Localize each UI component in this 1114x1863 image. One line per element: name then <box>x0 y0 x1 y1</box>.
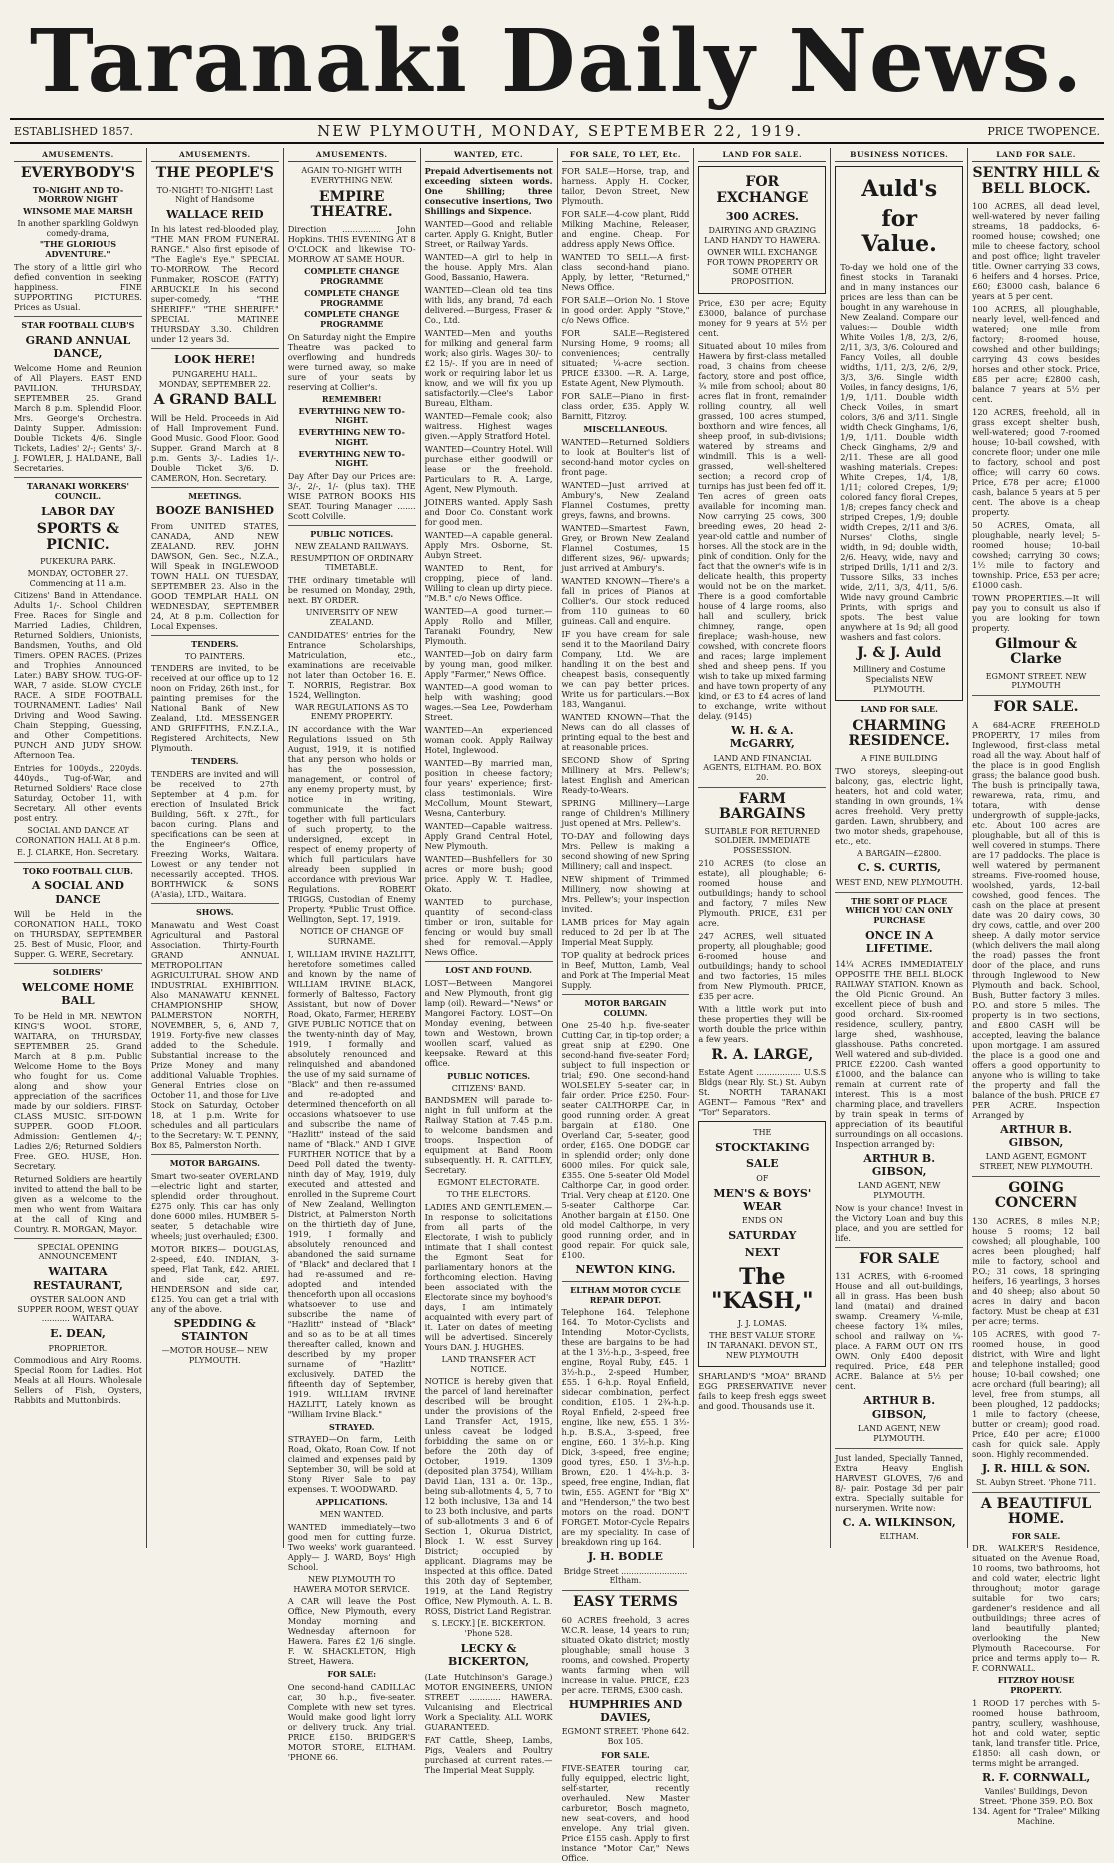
ad-text: EVERYTHING NEW TO-NIGHT. <box>298 427 405 447</box>
column-header: WANTED, ETC. <box>425 148 553 162</box>
column-header: LAND FOR SALE. <box>698 148 826 162</box>
ad-text: To-day we hold one of the finest stocks in Taranaki and in many instances our prices are less than can be bought in any warehouse in New Zealand. Compare our values:— Double width White Voiles 1/8, 2/3, 2/6, 2/11, 3/3, 3/6. Coloured and Fancy Voiles, all double widths, 1/11, 2/3, 2/6, 2/9, 3/3, 3/6. Single width Voiles, in fancy designs, 1/6, 1/9, 1/11. Double width Check Voiles, in smart colors, 3/6 and 3/11. Single width Check Ginghams, 1/6, 1/9, 1/11. Double width Check Ginghams, 2/9 and 2/11. These are all good washing materials. Crepes: White Crepes, 1/4, 1/8, 1/11; colored Crepes, 1/9; colored fancy floral Crepes, 1/8; crepes fancy check and striped Crepes, 1/9; double width Crepes, 2/11 and 3/6. Nurses' Cloths, single width, in 9d; double width, 2/6. Heavy, wide, navy and striped Drills, 1/11 and 2/3. Tussore Silks, 33 inches wide, 2/11, 3/3, 4/11, 5/6. Wide navy ground Cambric Prints, with sprigs and spots. The best value anywhere at 1s 9d; all good washers and fast colors. <box>840 261 959 642</box>
ad-heading: WALLACE REID <box>166 208 264 222</box>
ad-text: A BARGAIN—£2800. <box>857 848 942 858</box>
column-2 <box>147 148 284 1548</box>
column-3 <box>284 148 421 1763</box>
ad-heading: NOTICE OF CHANGE OF SURNAME. <box>299 927 404 946</box>
column-header: AMUSEMENTS. <box>14 148 142 162</box>
ad-heading: for Value. <box>861 206 937 257</box>
ad-heading: FARM BARGAINS <box>719 790 806 823</box>
classified-ad: WANTED to purchase, quantity of second-class timber or iron, suitable for fencing or would buy small shed for removal.—Apply News Office. <box>424 897 553 958</box>
ad-text: OYSTER SALOON AND SUPPER ROOM, WEST QUAY ........... WAITARA. <box>17 1294 139 1324</box>
ad-text: FOR SALE. <box>1011 1530 1061 1541</box>
column-1 <box>10 148 147 1548</box>
ad-text: A 684-ACRE FREEHOLD PROPERTY, 17 miles from Inglewood, first-class metal road all the way. About half of the place is in good English grass; the balance good bush. The bush is principally tawa, rewarewa, rata, rimu, and totara, with dense undergrowth of supple-jacks, etc. About 100 acres are ploughable, but all of this is well covered in stumps. There are 17 paddocks. The place is well watered by permanent streams. Five-roomed house, woolshed, yards, 12-bail cowshed, good fences. The cash on the place at present date was 20 dairy cows, 30 dry cows, cattle, and over 200 sheep. A daily motor service (which delivers the mail along the road) passes the front door of the place, and runs through Inglewood to New Plymouth and back. School, Bush, Butter factory 3 miles. P.O. and store 5 miles. The property is in two sections, and £800 CASH will be accepted, leaving the balance upon mortgage. I am assured the place is a good one and offers a good opportunity to anyone who is willing to take the property and fall the balance of the bush. PRICE £7 PER ACRE. Inspection Arranged by <box>972 719 1100 1120</box>
ad-heading: J. & J. Auld <box>857 644 942 661</box>
classified-ad: LAMB prices for May again reduced to 2d per lb at The Imperial Meat Supply. <box>561 916 690 947</box>
ad-text: FIVE-SEATER touring car, fully equipped, electric light, self-starter, recently overhauled. New Master carburetor, Bosch magneto, new seat-covers, and hood envelope. Any trial given. Price £155 cash. Apply to first instance "Motor Car," News Office. <box>561 1762 690 1863</box>
ad-text: 50 ACRES, Omata, all ploughable, nearly level; 5-roomed house; 10-bail cowshed; carrying 30 cows; 1½ mile to factory and township. Price, £53 per acre; £1000 cash. <box>972 519 1100 590</box>
ad-heading: J. H. BODLE <box>588 1550 663 1564</box>
classified-ad: WANTED—A girl to help in the house. Apply Mrs. Alan Good, Bassanio, Hawera. <box>424 252 553 283</box>
price-label: PRICE TWOPENCE. <box>987 124 1100 138</box>
dateline <box>10 118 1104 144</box>
ad-text: BANDSMEN will parade to-night in full uniform at the Railway Station at 7.45 p.m. to welcome bandsmen and troops. Inspection of equipment at Band Room subsequently. H. R. CATTLEY, Secretary. <box>424 1095 553 1176</box>
ad-text: "THE GLORIOUS ADVENTURE." <box>39 239 116 260</box>
classified-ad: WANTED KNOWN—That the News can do all classes of printing equal to the best and at reasonable prices. <box>561 711 690 752</box>
column-7 <box>831 148 968 1548</box>
ad-text: TO-NIGHT AND TO-MORROW NIGHT <box>32 184 124 205</box>
ad-text: —MOTOR HOUSE— NEW PLYMOUTH. <box>161 1346 269 1366</box>
column-header: BUSINESS NOTICES. <box>835 148 963 162</box>
section-heading: PUBLIC NOTICES. <box>447 1070 531 1081</box>
ad-heading: J. R. HILL & SON. <box>982 1461 1091 1475</box>
column-4 <box>421 148 558 1775</box>
ad-text: IN accordance with the War Regulations issued on 5th August, 1919, it is notified that any person who holds or has the possession, management, or control of any enemy property must, by notice in writing, communicate the fact together with full particulars of such property, to the undersigned, except in respect of enemy property of which full particulars have already been supplied in accordance with previous War Regulations. ROBERT TRIGGS, Custodian of Enemy Property. *Public Trust Office. Wellington, Sept. 17, 1919. <box>287 724 416 925</box>
ad-text: In his latest red-blooded play, "THE MAN FROM FUNERAL RANGE." Also first episode of "The Eagle's Eye." SPECIAL TO-MORROW. The Record Funmaker, ROSCOE (FATTY) ARBUCKLE In his second super-comedy, "THE SHERIFF." "THE SHERIFF." SPECIAL MATINEE THURSDAY 3.30. Children under 12 years 3d. <box>150 224 279 345</box>
column-header: FOR SALE, TO LET, Etc. <box>562 148 690 162</box>
ad-heading: MEN'S & BOYS' WEAR <box>713 1186 812 1214</box>
ad-text: THE BEST VALUE STORE IN TARANAKI. DEVON ST., NEW PLYMOUTH <box>706 1331 818 1360</box>
ad-heading: CITIZENS' BAND. <box>451 1083 526 1093</box>
ad-text: 247 ACRES, well situated property, all ploughable; good 6-roomed house and outbuildings; handy to school and two factories, 15 miles from New Plymouth. PRICE, £35 per acre. <box>698 930 827 1001</box>
classified-ad: WANTED—Just arrived at Ambury's, New Zealand Flannel Costumes, pretty greys, fawns, and browns. <box>561 479 690 520</box>
ad-heading: TO PAINTERS. <box>184 651 245 661</box>
ad-heading: A GRAND BALL <box>153 392 276 409</box>
ad-heading: EASY TERMS <box>573 1594 678 1611</box>
classified-ad: WANTED—A capable general. Apply Mrs. Osborne, St. Aubyn Street. <box>424 530 553 561</box>
ad-text: REMEMBER! <box>321 393 382 404</box>
classified-ad: FOR SALE—Piano in first-class order, £35. Apply W. Barnitt, Fitzroy. <box>561 391 690 422</box>
ad-heading: R. F. CORNWALL, <box>981 1770 1091 1784</box>
columns <box>10 148 1104 1863</box>
ad-text: 14¼ ACRES IMMEDIATELY OPPOSITE THE BELL BLOCK RAILWAY STATION. Known as the Old Picnic Ground. An excellent piece of bush and good orchard. Six-roomed residence, scullery, pantry, large shed, washhouse, glasshouse. Paths concreted. Well watered and sub-divided. PRICE £2200. Cash wanted £1000, and the balance can remain at current rate of interest. This is a most charming place, and travellers by train speak in terms of appreciation of its beautiful surroundings on all occasions. Inspection arranged by: <box>835 958 964 1149</box>
ad-heading: STAR FOOTBALL CLUB'S <box>21 319 135 330</box>
ad-text: COMPLETE CHANGE PROGRAMME <box>304 309 400 330</box>
ad-text: To be Held in MR. NEWTON KING'S WOOL STORE, WAITARA, on THURSDAY, SEPTEMBER 25. Grand March at 8 p.m. Public Welcome Home to the Boys who fought for us. Come along and show your appreciation of the sacrifices made by our soldiers. FIRST-CLASS MUSIC. SIT-DOWN SUPPER. GOOD FLOOR. Admission: Gentlemen 4/-; Ladies 2/6; Returned Soldiers Free. GEO. HUSE, Hon. Secretary. <box>14 1010 142 1171</box>
section-heading: STRAYED. <box>328 1421 375 1432</box>
ad-text: Returned Soldiers are heartily invited to attend the ball to be given as a welcome to the men who went from Waitara at the call of King and Country. R. MORGAN, Mayor. <box>14 1173 142 1234</box>
ad-text: FAT Cattle, Sheep, Lambs, Pigs, Vealers and Poultry purchased at current rates.—The Imperial Meat Supply. <box>424 1734 553 1775</box>
classified-ad: FOR SALE—4-cow plant, Ridd Milking Machine, Releaser, and engine. Cheap. For address apply News Office. <box>561 209 690 250</box>
ad-text: EVERYTHING NEW TO-NIGHT. <box>298 405 405 426</box>
classified-ad: WANTED—Returned Soldiers to look at Boulter's list of second-hand motor cycles on front page. <box>561 436 690 477</box>
ad-text: LOST—Between Mangorei and New Plymouth, front gig lamp (oil). Reward—"News" or Mangorei Factory. LOST—On Monday evening, between town and Westown, brown woollen scarf, valued as keepsake. Reward at this office. <box>424 977 553 1068</box>
ad-heading: GRAND ANNUAL DANCE, <box>25 333 131 360</box>
ad-text: SUITABLE FOR RETURNED SOLDIER. IMMEDIATE POSSESSION. <box>704 826 821 856</box>
stocktaking-box <box>698 1121 826 1367</box>
classified-ad: WANTED—By married man, position in cheese factory; four years' experience; first-class testimonials. Wire McCollum, Mount Stewart, Wesna, Canterbury. <box>424 758 553 819</box>
ad-text: 120 ACRES, freehold, all in grass except shelter bush, well-watered; good 7-roomed house; 10-bail cowshed, with concrete floor; under one mile to factory, school and post office; will carry 60 cows. Price, £78 per acre; £1000 cash, balance 5 years at 5 per cent. The above is a cheap property. <box>972 406 1100 517</box>
ad-text: STRAYED—On farm, Leith Road, Okato, Roan Cow. If not claimed and expenses paid by September 30, will be sold at Stony River Sale to pay expenses. T. WOODWARD. <box>287 1434 416 1495</box>
ad-heading: Gilmour & Clarke <box>995 635 1077 668</box>
classified-ad: SPRING Millinery—Large range of Children's Millinery just opened at Mrs. Pellew's. <box>561 797 690 828</box>
ad-text: One 25-40 h.p. five-seater Cutting Car, in tip-top order; a great snip at £290. One second-hand five-seater Ford; subject to full inspection or trial; £90. One second-hand WOLSELEY 5-seater car, in fair order. Price £250. Four-seater CALTHORPE Car, in good running order. A great bargain at £180. One Overland Car, 5-seater, good order, £165. One DODGE car in splendid order; only done 6000 miles. For quick sale, £355. One 5-seater Old Model Calthorpe Car, in good order. Trial. Very cheap at £120. One 5-seater Calthorpe Car. Another bargain at £150. One old model Calthorpe, in very good running order, and in good repair. For quick sale, £100. <box>561 1020 690 1261</box>
column-5 <box>558 148 695 1863</box>
ad-heading: ARTHUR B. GIBSON, <box>1000 1122 1072 1149</box>
ad-heading: The "KASH," <box>711 1264 814 1315</box>
ad-text: ENDS ON <box>741 1216 783 1226</box>
ad-text: PUKEKURA PARK. <box>40 557 116 567</box>
classified-list <box>425 219 553 957</box>
ad-text: Day After Day our Prices are: 3/-, 2/-, 1/- (plus tax). THE WISE PATRON BOOKS HIS SEAT. Touring Manager ....... Scott Colville. <box>287 471 416 522</box>
ad-text: Manawatu and West Coast Agricultural and Pastoral Association. Thirty-Fourth GRAND ANNUAL METROPOLITAN AGRICULTURAL SHOW AND INDUSTRIAL EXHIBITION. Also MANAWATU KENNEL CHAMPIONSHIP SHOW, PALMERSTON NORTH, NOVEMBER, 5, 6, AND 7, 1919. Forty-five new classes added to the Schedule. Substantial increase to the Prize Money and many additional Valuable Trophies. General Entries close on October 11, and those for Live Stock on Saturday, October 18, at 1 p.m. Write for schedules and all particulars to the Secretary: W. T. PENNY, Box 85, Palmerston North. <box>150 919 279 1150</box>
ad-text: TENDERS are invited and will be received to 27th September at 4 p.m. for erection of Insulated Brick Building, 56ft. x 27ft., for bacon curing. Plans and specifications can be seen at the Engineer's Office, Freezing Works, Waitara. Lowest or any tender not necessarily accepted. THOS. BORTHWICK & SONS (A'asia), LTD., Waitara. <box>150 769 279 900</box>
section-heading: LAND FOR SALE. <box>860 704 938 715</box>
classified-ad: FOR SALE—Registered Nursing Home, 9 rooms; all conveniences; centrally situated; ¼-acre section. PRICE £3300. —R. A. Large, Estate Agent, New Plymouth. <box>561 328 690 389</box>
ad-heading: SALE <box>746 1157 779 1171</box>
ad-heading: THE PEOPLE'S <box>155 165 274 182</box>
ad-text: TOWN PROPERTIES.—It will pay you to consult us also if you are looking for town property. <box>972 592 1100 633</box>
ad-heading: WAR REGULATIONS AS TO ENEMY PROPERTY. <box>294 702 409 722</box>
ad-heading: EMPIRE THEATRE. <box>310 188 393 221</box>
column-header: AMUSEMENTS. <box>151 148 279 162</box>
ad-text: 105 ACRES, with good 7-roomed house, in good district, with Wire and light and telephone installed; good house; 10-bail cowshed; one acre orchard (full bearing); all level, free from stumps, all been ploughed, 12 paddocks; 1 mile to factory (cheese, butter or cream); good road. Price, £40 per acre; £1000 cash for quick sale. Apply soon. Highly recommended. <box>972 1328 1100 1459</box>
ad-heading: HUMPHRIES AND DAVIES, <box>568 1697 683 1724</box>
ad-text: MOTOR BIKES— DOUGLAS, 2-speed, £40. INDIAN, 3-speed, Flat Tank, £42. ARIEL and side car, £97. HENDERSON and side car, £125. You can get a trial with any of the above. <box>150 1243 279 1314</box>
ad-text: Situated about 10 miles from Hawera by first-class metalled road, 3 chains from cheese factory, store and post office, ¾ mile from school; about 80 acres flat in front, remainder rolling country, all well grassed, 100 acres stumped, boxthorn and wire fences, all sheep proof, in sub-divisions; watered by streams and windmill. This is a well-grassed, well-sheltered section; a record crop of turnips has just been fed off it. Ten acres of green oats available for incoming man. Now carrying 25 cows, 300 breeding ewes, 20 head 2-year-old cattle and number of horses. All the stock are in the pink of condition. Only for the fact that the owner's wife is in delicate health, this property would not be on the market. There is a good comfortable house of 4 large rooms, also hall and scullery, brick chimney, range, open fireplace; wash-house, new cowshed, with concrete floors and races; large implement shed and sheep pens. If you wish to take up mixed farming and have town property of any kind, or £3 to £4 acres of land to exchange, write without delay. (9145) <box>698 340 827 721</box>
ad-heading: TO THE ELECTORS. <box>446 1190 531 1200</box>
ad-text: Vaniles' Buildings, Devon Street. 'Phone 359. P.O. Box 134. Agent for "Tralee" Milking Machine. <box>972 1787 1101 1826</box>
ad-text: TO-NIGHT! TO-NIGHT! Last Night of Handsome <box>156 185 274 205</box>
ad-text: ELTHAM. <box>879 1532 919 1542</box>
ad-text: NOTICE is hereby given that the parcel of land hereinafter described will be brought under the provisions of the Land Transfer Act, 1915, unless caveat be lodged forbidding the same on or before the 20th day of October, 1919. 1309 (deposited plan 3754), William David Lian, 131 a. 0r. 13p., being sub-allotments 4, 5, 7 to 12 both inclusive, 13a and 14 to 23 both inclusive, and parts of sub-allotments 3 and 6 of Section 1, Okurua District, Block I. W. esst Survey District; occupied by applicant. Diagrams may be inspected at this office. Dated this 20th day of September, 1919, at the Land Registry Office, New Plymouth. A. L. B. ROSS, District Land Registrar. <box>424 1376 553 1617</box>
classified-ad: WANTED—An experienced woman cook. Apply Railway Hotel, Inglewood. <box>424 725 553 756</box>
ad-heading: GOING CONCERN <box>994 1179 1078 1212</box>
ad-text: I, WILLIAM IRVINE HAZLITT, heretofore sometimes called and known by the name of WILLIAM IRVINE BLACK, formerly of Baltesso, Factory Assistant, but now of Dover Road, Okato, Farmer, HEREBY GIVE PUBLIC NOTICE that on the twenty-ninth day of May, 1919, I formally and absolutely renounced and relinquished and abandoned the use of my said surname of "Black" and then re-assumed and re-adopted and determined thenceforth on all occasions whatsoever to use and subscribe the name of "Hazlitt" instead of the said name of "Black." AND I GIVE FURTHER NOTICE that by a Deed Poll dated the twenty-ninth day of May, 1919, duly executed and attested and enrolled in the Supreme Court of New Zealand, Wellington District, at Palmerston North on the thirtieth day of June, 1919, I formally and absolutely renounced and abandoned the said surname of "Black" and declared that I had re-assumed and re-adopted and intended thenceforth upon all occasions whatsoever to use and subscribe the name of "Hazlitt" instead of "Black" and so as to be at all times thereafter called, known and described by my proper surname of "Hazlitt" exclusively. DATED the fifteenth day of September, 1919. WILLIAM IRVINE HAZLITT, Lately known as "William Irvine Black." <box>287 948 416 1419</box>
ad-text: WEST END, NEW PLYMOUTH. <box>835 877 963 887</box>
ad-text: With a little work put into these properties they will be worth double the price within a few years. <box>698 1003 827 1044</box>
classified-ad: WANTED—Country Hotel. Will purchase either goodwill or lease or the freehold. Particulars to R. A. Large, Agent, New Plymouth. <box>424 444 553 495</box>
ad-text: LADIES AND GENTLEMEN.—In response to solicitations from all parts of the Electorate, I wish to publicly intimate that I shall contest the Egmont Seat for parliamentary honors at the forthcoming election. Having been associated with the Electorate since my boyhood's days, I am intimately acquainted with every part of it. Later on dates of meeting will be advertised. Sincerely Yours DAN. J. HUGHES. <box>424 1201 553 1352</box>
auld-box <box>835 166 963 701</box>
ad-heading: EGMONT ELECTORATE. <box>437 1178 540 1188</box>
section-heading: APPLICATIONS. <box>315 1497 388 1508</box>
ad-text: Just landed, Specially Tanned, Extra Heavy English HARVEST GLOVES, 7/6 and 8/- pair. Postage 3d per pair extra. Specially suitable for nurserymen. Write now: <box>835 1452 964 1513</box>
ad-text: LAND AGENT, EGMONT STREET, NEW PLYMOUTH. <box>979 1152 1093 1172</box>
ad-heading: NEW PLYMOUTH TO HAWERA MOTOR SERVICE. <box>293 1574 410 1594</box>
ad-heading: LABOR DAY <box>41 504 115 518</box>
ad-heading: SOLDIERS' <box>52 967 103 978</box>
classified-ad: WANTED—Job on dairy farm by young man, good milker. Apply "Farmer," News Office. <box>424 649 553 680</box>
ad-text: LAND AND FINANCIAL AGENTS, ELTHAM. P.O. BOX 20. <box>703 753 822 783</box>
ad-heading: FOR EXCHANGE <box>716 174 809 206</box>
ad-text: WINSOME MAE MARSH <box>23 206 133 217</box>
classified-ad: WANTED—Bushfellers for 30 acres or more bush; good price. Apply W. T. Hadlee, Okato. <box>424 854 553 895</box>
ad-heading: STOCKTAKING <box>715 1141 810 1155</box>
ad-heading: ARTHUR B. GIBSON, <box>863 1151 936 1178</box>
ad-text: On Saturday night the Empire Theatre was packed to overflowing and hundreds were turned away, so make sure of your seats by reserving at Collier's. <box>287 331 416 392</box>
ad-heading: CHARMING RESIDENCE. <box>848 718 950 750</box>
ad-text: 100 ACRES, all dead level, well-watered by never failing streams, 18 paddocks, 6-roomed house; cowshed; one mile to cheese factory, school and post office; light traveler title. Owner carrying 33 cows, 6 heifers and 4 horses. Price, £60; £3000 cash, balance 6 years at 5 per cent. <box>972 200 1100 301</box>
ad-text: Direction ............... John Hopkins. THIS EVENING AT 8 O'CLOCK and likewise TO-MORROW AT SAME HOUR. <box>287 224 416 265</box>
column-8 <box>968 148 1104 1826</box>
established-label: ESTABLISHED 1857. <box>14 124 133 138</box>
ad-heading: A SOCIAL AND DANCE <box>31 879 124 906</box>
ad-text: AGAIN TO-NIGHT WITH EVERYTHING NEW. <box>301 166 402 185</box>
ad-text: 1 ROOD 17 perches with 5-roomed house bathroom, pantry, scullery, washhouse, hot and cold water, septic tank, land transfer title. Price, £1850: all cash down, or terms might be arranged. <box>972 1697 1100 1768</box>
ad-heading: LOOK HERE! <box>174 353 256 367</box>
ad-heading: NEXT <box>744 1245 780 1259</box>
classified-ad: FOR SALE—Horse, trap, and harness. Apply H. Cocker, tailor, Devon Street, New Plymouth. <box>561 166 690 207</box>
ad-text: Now is your chance! Invest in the Victory Loan and buy this place, and you are settled for life. <box>835 1202 964 1243</box>
ad-heading: EVERYBODY'S <box>20 165 136 182</box>
ad-text: TWO storeys, sleeping-out balcony, gas, electric light, heaters, hot and cold water, standing in own grounds, 1¾ acres freehold. Very pretty garden. Lawn, shrubbery, and two motor sheds, grapehouse, etc., etc. <box>835 765 964 846</box>
classified-ad: TOP quality at bedrock prices in Beef, Mutton, Lamb, Veal and Pork at The Imperial Meat Supply. <box>561 949 690 990</box>
ad-heading: FOR SALE. <box>993 699 1079 716</box>
rates-note: Prepaid Advertisements not exceeding sixteen words. One Shilling; three consecutive insertions, Two Shillings and Sixpence. <box>424 166 553 217</box>
ad-text: Entries for 100yds., 220yds. 440yds., Tug-of-War, and Returned Soldiers' Race close Saturday, October 11, with Secretary. All other events post entry. <box>14 763 142 824</box>
classified-ad: WANTED to Rent, for cropping, piece of land. Willing to clean up dirty piece. "M.B." c/o News Office. <box>424 563 553 604</box>
ad-heading: SPEDDING & STAINTON <box>173 1316 256 1344</box>
classified-list <box>562 166 690 421</box>
ad-text: A FINE BUILDING <box>860 753 938 763</box>
ad-text: 210 ACRES (to close an estate), all ploughable; 6-roomed house and outbuildings; handy to school and factory, 7 miles New Plymouth. PRICE, £31 per acre. <box>698 857 827 928</box>
ad-text: J. J. LOMAS. <box>737 1319 787 1329</box>
ad-text: MONDAY, OCTOBER 27. Commencing at 11 a.m. <box>27 568 129 588</box>
ad-text: OWNER WILL EXCHANGE FOR TOWN PROPERTY OR SOME OTHER PROPOSITION. <box>706 247 818 287</box>
ad-heading: SENTRY HILL & BELL BLOCK. <box>972 165 1100 197</box>
ad-heading: A BEAUTIFUL HOME. <box>980 1495 1092 1528</box>
ad-heading: NEWTON KING. <box>575 1263 676 1277</box>
ad-text: LAND AGENT, NEW PLYMOUTH. <box>858 1424 941 1443</box>
ad-text: Will be Held in the CORONATION HALL, TOKO on THURSDAY, SEPTEMBER 25. Best of Music, Floor, and Supper. G. WERE, Secretary. <box>14 909 142 960</box>
section-heading: TENDERS. <box>191 638 239 649</box>
ad-text: DAIRYING AND GRAZING LAND HANDY TO HAWERA. <box>704 226 821 246</box>
section-heading: FOR SALE. <box>601 1749 650 1760</box>
exchange-box <box>698 166 826 294</box>
section-heading: MOTOR BARGAINS. <box>169 1157 260 1168</box>
classified-list <box>562 437 690 990</box>
section-heading: MISCELLANEOUS. <box>583 424 668 435</box>
ad-heading: SPECIAL OPENING ANNOUNCEMENT <box>37 1242 119 1262</box>
ad-text: From UNITED STATES, CANADA, AND NEW ZEALAND. REV. JOHN DAWSON, Gen. Sec., N.Z.A., Will Speak in INGLEWOOD TOWN HALL ON TUESDAY, SEPTEMBER 23. Also in the GOOD TEMPLAR HALL ON WEDNESDAY, SEPTEMBER 24, At 8 p.m. Collection for Local Expenses. <box>150 520 279 631</box>
issue-date: NEW PLYMOUTH, MONDAY, SEPTEMBER 22, 1919. <box>317 122 804 140</box>
ad-text: LAND AGENT, NEW PLYMOUTH. <box>858 1181 941 1201</box>
section-heading: FOR SALE: <box>327 1669 377 1680</box>
ad-heading: ELTHAM MOTOR CYCLE REPAIR DEPOT. <box>570 1284 681 1305</box>
ad-text: St. Aubyn Street. 'Phone 711. <box>975 1478 1097 1488</box>
classified-ad: WANTED—A good woman to help with washing; good wages.—Sea Lee, Powderham Street. <box>424 682 553 723</box>
ad-heading: WAITARA RESTAURANT, <box>33 1265 123 1292</box>
ad-heading: R. A. LARGE, <box>711 1046 814 1063</box>
ad-heading: NEW ZEALAND RAILWAYS. <box>294 541 409 551</box>
ad-heading: FOR SALE <box>859 1250 940 1267</box>
ad-text: THE SORT OF PLACE WHICH YOU CAN ONLY PURCHASE <box>845 895 953 926</box>
ad-text: E. J. CLARKE, Hon. Secretary. <box>17 847 139 857</box>
ad-text: Bridge Street .......................... Eltham. <box>563 1566 688 1586</box>
ad-text: THE ordinary timetable will be resumed on Monday, 29th, next. BY ORDER. <box>287 575 416 606</box>
ad-text: Citizens' Band in Attendance. Adults 1/-. School Children Free. Races for Single and Married Ladies, Children, Returned Soldiers, Unionists, Bandsmen, Youths, and Old Timers. OPEN RACES. (Prizes and Trophies Announced Later.) BABY SHOW. TUG-OF-WAR, 7 aside. SLOW CYCLE RACE. A SIDE FOOTBALL TOURNAMENT. Ladies' Nail Driving and Wood Sawing. Chain Stepping, Guessing, and Other Competitions. PUNCH AND JUDY SHOW. Afternoon Tea. <box>14 590 142 761</box>
ad-text: EVERYTHING NEW TO-NIGHT. <box>298 448 405 469</box>
ad-text: OF <box>756 1173 769 1183</box>
section-heading: TENDERS. <box>191 756 239 767</box>
ad-text: TENDERS are invited, to be received at our office up to 12 noon on Friday, 26th inst., for painting premises for the National Bank of New Zealand, Ltd. MESSENGER AND GRIFFITHS, F.N.Z.I.A., Registered Architects, New Plymouth. <box>150 663 279 754</box>
classified-ad: FOR SALE—Orion No. 1 Stove in good order. Apply "Stove," c/o News Office. <box>561 295 690 326</box>
ad-text: CANDIDATES' entries for the Entrance Scholarships, Matriculation, etc., examinations are receivable not later than October 16. E. T. NORRIS, Registrar. Box 1524, Wellington. <box>287 629 416 700</box>
ad-heading: 300 ACRES. <box>725 209 799 223</box>
ad-text: Welcome Home and Reunion of All Players. EAST END PAVILION. THURSDAY, SEPTEMBER 25. Grand March 8 p.m. Splendid Floor. Mrs. George's Orchestra. Dainty Supper. Admission: Double Tickets 4/6. Single Tickets, Ladies' 2/-; Gents' 3/-. J. FOWLER, J. HALDANE, Ball Secretaries. <box>14 363 142 474</box>
section-heading: MEETINGS. <box>188 490 242 501</box>
ad-text: 130 ACRES, 8 miles N.P.; house 5 rooms; 12 bail cowshed; all ploughable, 100 acres been ploughed; half mile to factory, school and P.O.; 31 cows, 18 springing heifers, 16 yearlings, 3 horses and 40 sheep; also about 50 acres in dairy and bacon factory. Must be cheap at £31 per acre; terms. <box>972 1215 1100 1326</box>
ad-heading: Auld's <box>861 176 938 203</box>
classified-ad: IF you have cream for sale send it to the Maoriland Dairy Company, Ltd. We are handling it on the best and cheapest basis, consequently we can pay better prices. Write us for particulars.—Box 183, Wanganui. <box>561 628 690 709</box>
ad-text: S. LECKY.] [E. BICKERTON. 'Phone 528. <box>431 1619 546 1639</box>
section-heading: PUBLIC NOTICES. <box>310 529 394 540</box>
ad-text: Smart two-seater OVERLAND—electric light and starter, splendid order throughout. £275 only. This car has only done 6000 miles. HUMBER 5-seater, 5 detachable wire wheels; just overhauled; £300. <box>150 1170 279 1241</box>
ad-text: Commodious and Airy Rooms. Special Room for Ladies. Hot Meals at all Hours. Wholesale Sellers of Fish, Oysters, Rabbits and Muttonbirds. <box>14 1355 142 1406</box>
classified-ad: NEW shipment of Trimmed Millinery, now showing at Mrs. Pellew's; your inspection invited. <box>561 873 690 914</box>
ad-heading: LECKY & BICKERTON, <box>448 1641 530 1669</box>
ad-text: THE <box>753 1128 772 1138</box>
ad-text: Price, £30 per acre; Equity £3000, balance of purchase money for 9 years at 5½ per cent. <box>698 297 827 338</box>
ad-text: Telephone 164. Telephone 164. To Motor-Cyclists and Intending Motor-Cyclists, these are bargains to be had at the 1 3½-h.p., 3-speed, free engine, Royal Ruby, £45. 1 3½-h.p., 2-speed Humber, £55. 1 6-h.p. Royal Enfield, sidecar combination, perfect condition, £105. 1 2¾-h.p. Royal Enfield, 2-speed free engine, like new, £55. 1 3½-h.p. B.S.A., 3-speed, free engine, £60. 1 3½-h.p. King Dick, 3-speed, free engine; good tyres, £50. 1 3½-h.p. Brown, £20. 1 4¼-h.p. 3-speed, free engine, Indian, flat twin, £55. AGENT for "Big X" and "Henderson," the two best motors on the road. DON'T FORGET. Motor-Cycle Repairs are my speciality. In case of breakdown ring up 164. <box>561 1307 690 1548</box>
ad-heading: BOOZE BANISHED <box>155 504 274 518</box>
ad-text: 100 ACRES, all ploughable, nearly level, well-fenced and watered; one mile from factory; 8-roomed house, cowshed and other buildings; carrying 43 cows besides horses and other stock. Price, £85 per acre; £2800 cash, balance 7 years at 5½ per cent. <box>972 303 1100 404</box>
classified-ad: WANTED—Men and youths for milking and general farm work; also girls. Wages 30/- to £2 15/-. If you are in need of work or requiring labor let us know, and we will fix you up satisfactorily.—Clee's Labor Bureau, Eltham. <box>424 328 553 409</box>
classified-ad: WANTED—Clean old tea tins with lids, any brand, 7d each delivered.—Burgess, Fraser & Co., Ltd. <box>424 285 553 326</box>
ad-text: WANTED immediately—two good men for cutting furze. Two weeks' work guaranteed. Apply— J. WARD, Boys' High School. <box>287 1521 416 1572</box>
ad-text: PROPRIETOR. <box>48 1343 108 1353</box>
classified-ad: WANTED KNOWN—There's a fall in prices of Pianos at Collier's. Our stock reduced from 110 guineas to 60 guineas. Call and enquire. <box>561 575 690 626</box>
ad-heading: TARANAKI WORKERS' COUNCIL. <box>26 481 129 502</box>
ad-heading: UNIVERSITY OF NEW ZEALAND. <box>305 608 398 627</box>
classified-ad: SECOND Show of Spring Millinery at Mrs. Pellew's; latest English and American Ready-to-Wears. <box>561 754 690 795</box>
ad-heading: RESUMPTION OF ORDINARY TIMETABLE. <box>290 553 414 573</box>
ad-text: EGMONT STREET. 'Phone 642. Box 105. <box>561 1727 690 1747</box>
ad-text: The story of a little girl who defied convention in seeking happiness. FINE SUPPORTING PICTURES. Prices as Usual. <box>14 261 142 312</box>
ad-text: A CAR will leave the Post Office, New Plymouth, every Monday morning and Wednesday afternoon for Hawera. Fares £2 1/6 single. F. W. SHACKLETON, High Street, Hawera. <box>287 1596 416 1667</box>
ad-text: Millinery and Costume Specialists NEW PLYMOUTH. <box>852 665 946 694</box>
column-header: AMUSEMENTS. <box>288 148 416 162</box>
ad-heading: C. A. WILKINSON, <box>842 1515 956 1529</box>
ad-text: Estate Agent ................. U.S.S Bldgs (near Rly. St.) St. Aubyn St. NORTH TARANAKI AGENT— Famous "Rex" and "Tor" Separators. <box>698 1067 827 1118</box>
ad-heading: ONCE IN A LIFETIME. <box>865 928 934 956</box>
ad-text: In another sparkling Goldwyn comedy-drama, <box>17 218 139 238</box>
ad-text: One second-hand CADILLAC car, 30 h.p., five-seater. Complete with new set tyres. Would make good light lorry or delivery truck. Any trial. PRICE £150. BRIDGER'S MOTOR STORE, ELTHAM. 'PHONE 66. <box>287 1682 416 1763</box>
ad-text: COMPLETE CHANGE PROGRAMME <box>304 266 400 287</box>
ad-text: 131 ACRES, with 6-roomed House and all out-buildings, all in grass. Has been bush land (matai) and drained swamp. Creamery ¼-mile, cheese factory 1¾ miles, school and railway on ¼-place. A FARM OUT ON ITS OWN. Only £400 deposit required. Price, £48 PER ACRE. Balance at 5½ per cent. <box>835 1271 964 1392</box>
section-heading: LOST AND FOUND. <box>445 965 532 976</box>
ad-text: COMPLETE CHANGE PROGRAMME <box>304 287 400 308</box>
ad-heading: SPORTS & PICNIC. <box>36 521 120 553</box>
ad-heading: LAND TRANSFER ACT NOTICE. <box>441 1354 536 1374</box>
ad-heading: E. DEAN, <box>50 1327 106 1341</box>
section-heading: MOTOR BARGAIN COLUMN. <box>584 997 667 1018</box>
ad-text: Will be Held. Proceeds in Aid of Hall Improvement Fund. Good Music. Good Floor. Good Supper. Grand March at 8 p.m. Gents 3/-. Ladies 1/-. Double Ticket 3/6. D. CAMERON, Hon. Secretary. <box>150 412 279 483</box>
ad-text: (Late Hutchinson's Garage.) MOTOR ENGINEERS, UNION STREET ............ HAWERA. Vulcanising and Electrical Work a Speciality. ALL WORK GUARANTEED. <box>424 1671 553 1732</box>
ad-text: EGMONT STREET. NEW PLYMOUTH <box>985 671 1087 691</box>
classified-ad: WANTED—Good and reliable carter. Apply G. Knight, Butler Street, or Railway Yards. <box>424 219 553 250</box>
section-heading: SHOWS. <box>196 907 234 918</box>
ad-text: PUNGAREHU HALL. MONDAY, SEPTEMBER 22. <box>158 369 271 389</box>
ad-heading: ARTHUR B. GIBSON, <box>863 1394 936 1421</box>
ad-text: 60 ACRES freehold, 3 acres W.C.R. lease, 14 years to run; situated Okato district; mostly ploughable; small house 3 rooms, and cowshed. Property wants farming when will increase in value. PRICE, £23 per acre. TERMS, £300 cash. <box>561 1614 690 1695</box>
ad-heading: C. S. CURTIS, <box>857 861 941 875</box>
ad-heading: FITZROY HOUSE PROPERTY. <box>997 1675 1075 1696</box>
classified-ad: WANTED—A good turner.—Apply Rollo and Miller, Taranaki Foundry, New Plymouth. <box>424 606 553 647</box>
ad-text: DR. WALKER'S Residence, situated on the Avenue Road, 10 rooms, two bathrooms, hot and cold water, electric light throughout; motor garage suitable for two cars; gardener's residence and all outbuildings; three acres of land beautifully planted; overlooking the New Plymouth Racecourse. For price and terms apply to— R. F. CORNWALL. <box>972 1543 1100 1674</box>
classified-ad: WANTED—Female cook; also waitress. Highest wages given.—Apply Stratford Hotel. <box>424 411 553 442</box>
classified-ad: JOINERS wanted. Apply Sash and Door Co. Constant work for good men. <box>424 497 553 528</box>
masthead-title: Taranaki Daily News. <box>29 11 1085 112</box>
column-header: LAND FOR SALE. <box>972 148 1100 162</box>
ad-heading: W. H. & A. McGARRY, <box>729 723 795 751</box>
ad-heading: WELCOME HOME BALL <box>22 980 134 1008</box>
ad-heading: MEN WANTED. <box>319 1510 384 1520</box>
ad-heading: SATURDAY <box>728 1229 797 1243</box>
classified-ad: WANTED TO SELL—A first-class second-hand piano. Apply, by letter, "Returned," News Office. <box>561 252 690 293</box>
classified-ad: TO-DAY and following days Mrs. Pellew is making a second showing of new Spring Millinery; call and inspect. <box>561 830 690 871</box>
ad-text: SOCIAL AND DANCE AT CORONATION HALL At 8 p.m. <box>15 826 141 846</box>
ad-text: SHARLAND'S "MOA" BRAND EGG PRESERVATIVE never fails to keep fresh eggs sweet and good. Thousands use it. <box>698 1371 827 1412</box>
ad-heading: TOKO FOOTBALL CLUB. <box>22 865 133 876</box>
classified-ad: WANTED—Smartest Fawn, Grey, or Brown New Zealand Flannel Costumes, 15 different sizes, 96/- upwards; just arrived at Ambury's. <box>561 522 690 573</box>
classified-ad: WANTED—Capable waitress. Apply Grand Central Hotel, New Plymouth. <box>424 821 553 852</box>
column-6 <box>694 148 831 1548</box>
